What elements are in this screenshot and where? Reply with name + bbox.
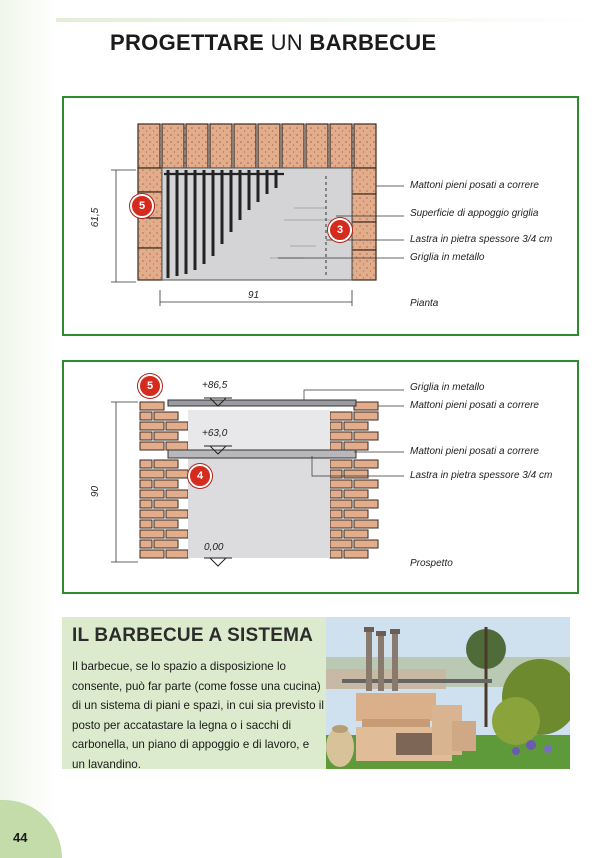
elevation-callout-5: 5 [138,374,162,398]
header-rule [56,18,600,22]
elevation-right-pier [330,402,378,558]
elevation-stone-slab [168,450,356,458]
title-word-1: PROGETTARE [110,30,265,55]
elevation-left-pier [140,402,188,558]
plan-label-grill-surface: Superficie di appoggio griglia [410,208,539,219]
elevation-level-top: +86,5 [202,380,228,391]
elevation-callout-4: 4 [188,464,212,488]
plan-right-texture [352,168,376,280]
elevation-view-name: Prospetto [410,558,453,569]
elevation-label-stone-slab: Lastra in pietra spessore 3/4 cm [410,470,553,481]
plan-callout-3: 3 [328,218,352,242]
info-box-title: IL BARBECUE A SISTEMA [72,625,314,646]
elevation-panel [62,360,579,594]
plan-label-bricks: Mattoni pieni posati a correre [410,180,539,191]
elevation-level-ground: 0,00 [204,542,224,553]
title-word-2: UN [270,30,303,55]
elevation-dimension-line [111,402,138,562]
info-box-text: Il barbecue, se lo spazio a disposizione lo consente, può far parte (come fosse una cucina) di un sistema di piani e spazi, in cui sia previsto il posto per accatastare la legna o i sacchi di carbonella, un piano di appoggio e di lavoro, e un lavandino. [72,660,324,771]
page-title [110,30,436,56]
plan-panel [62,96,579,336]
plan-callout-5: 5 [130,194,154,218]
elevation-label-bricks-top: Mattoni pieni posati a correre [410,400,539,411]
page-margin-band [0,0,56,858]
elevation-label-metal-grill: Griglia in metallo [410,382,485,393]
plan-view-name: Pianta [410,298,439,309]
elevation-grill [168,400,356,406]
barbecue-photo [326,617,570,769]
title-word-3: BARBECUE [309,30,437,55]
barbecue-photo-illustration [326,617,570,769]
plan-label-stone-slab: Lastra in pietra spessore 3/4 cm [410,234,553,245]
plan-width-dimension: 91 [248,290,260,301]
plan-left-texture [138,168,162,280]
plan-label-metal-grill: Griglia in metallo [410,252,485,263]
elevation-label-bricks-middle: Mattoni pieni posati a correre [410,446,539,457]
elevation-level-middle: +63,0 [202,428,228,439]
elevation-height-dimension: 90 [90,485,102,498]
plan-height-dimension: 61,5 [90,207,102,228]
info-box [62,617,570,769]
page-number: 44 [13,830,28,845]
plan-brick-texture [138,124,376,168]
